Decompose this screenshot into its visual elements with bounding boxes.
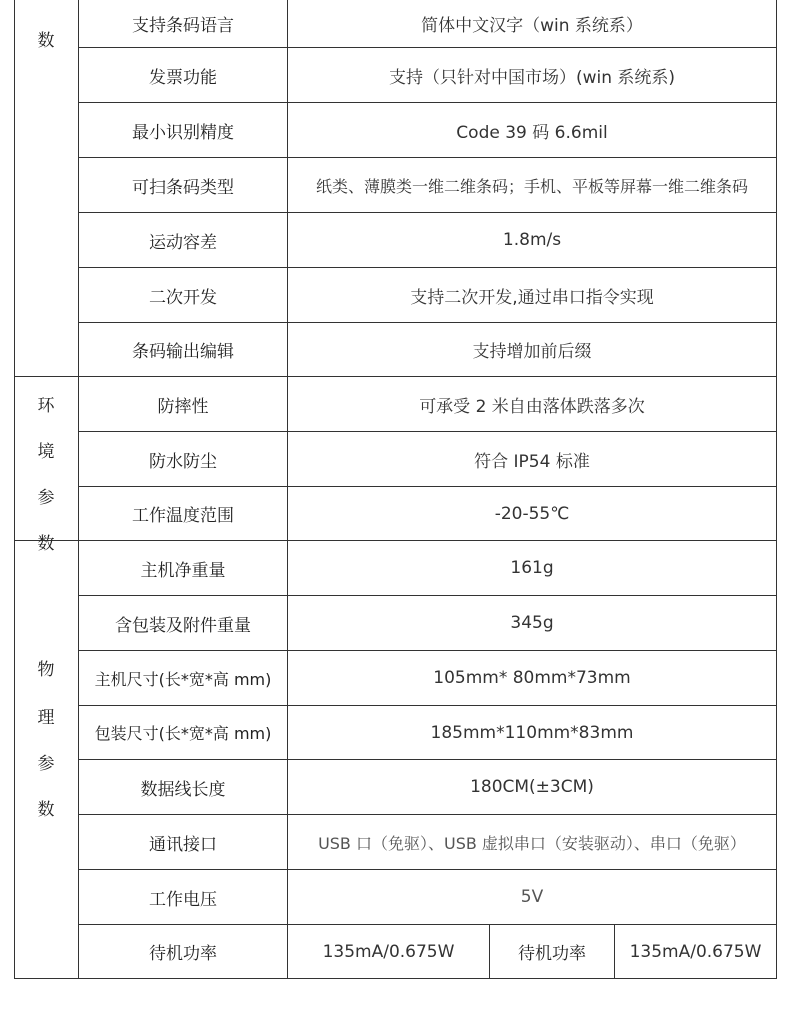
category-cell-environment — [14, 377, 78, 554]
row-label: 主机净重量 — [140, 560, 226, 581]
row-label: 二次开发 — [149, 287, 217, 308]
row-value: 符合 IP54 标准 — [474, 451, 590, 472]
row-value: 185mm*110mm*83mm — [430, 722, 634, 743]
row-label: 工作温度范围 — [132, 506, 234, 526]
row-value: 135mA/0.675W — [322, 941, 455, 962]
row-value: 180CM(±3CM) — [470, 777, 594, 797]
row-value: Code 39 码 6.6mil — [456, 122, 608, 143]
row-value: 105mm* 80mm*73mm — [433, 668, 631, 688]
row-label: 工作电压 — [149, 889, 217, 910]
row-value: 5V — [520, 887, 544, 907]
row-value: 支持增加前后缀 — [472, 342, 592, 362]
category-char: 物 — [37, 660, 55, 680]
row-label: 发票功能 — [149, 67, 217, 88]
row-value: 简体中文汉字（win 系统系） — [421, 16, 643, 36]
row-label: 待机功率 — [149, 944, 217, 964]
row-label: 最小识别精度 — [132, 122, 234, 143]
category-cell — [14, 0, 78, 376]
category-char: 理 — [37, 708, 55, 728]
category-char: 环 — [37, 396, 55, 416]
row-label: 可扫条码类型 — [132, 177, 234, 198]
category-char: 境 — [37, 442, 55, 462]
table-border-bottom — [14, 978, 777, 979]
row-label: 含包装及附件重量 — [115, 615, 251, 636]
row-value: USB 口（免驱）、USB 虚拟串口（安装驱动）、串口（免驱） — [318, 833, 746, 853]
row-label: 包装尺寸(长*宽*高 mm) — [94, 724, 272, 743]
table-border-right — [776, 0, 777, 978]
row-label: 通讯接口 — [149, 834, 217, 855]
row-label: 运动容差 — [149, 232, 217, 253]
row-value: 161g — [510, 558, 554, 578]
row-value: 支持二次开发,通过串口指令实现 — [410, 287, 654, 308]
category-char: 数 — [37, 800, 55, 820]
category-char: 参 — [37, 754, 55, 774]
row-label: 条码输出编辑 — [132, 342, 234, 362]
row-value: -20-55℃ — [494, 503, 570, 524]
row-label: 防水防尘 — [149, 451, 217, 472]
row-label-secondary: 待机功率 — [518, 944, 586, 964]
row-value: 1.8m/s — [502, 230, 562, 250]
row-label: 数据线长度 — [140, 779, 226, 800]
row-label: 支持条码语言 — [132, 16, 234, 36]
row-value: 可承受 2 米自由落体跌落多次 — [419, 396, 645, 417]
row-label: 防摔性 — [157, 396, 209, 417]
category-char: 数 — [37, 534, 55, 554]
row-value: 纸类、薄膜类一维二维条码；手机、平板等屏幕一维二维条码 — [315, 176, 748, 196]
row-value: 支持（只针对中国市场）(win 系统系) — [388, 67, 676, 88]
category-char: 参 — [37, 488, 55, 508]
category-cell-physical — [14, 541, 78, 978]
row-value: 345g — [510, 613, 554, 633]
row-value-secondary: 135mA/0.675W — [629, 941, 762, 962]
category-char: 数 — [37, 31, 55, 51]
row-label: 主机尺寸(长*宽*高 mm) — [94, 669, 272, 689]
